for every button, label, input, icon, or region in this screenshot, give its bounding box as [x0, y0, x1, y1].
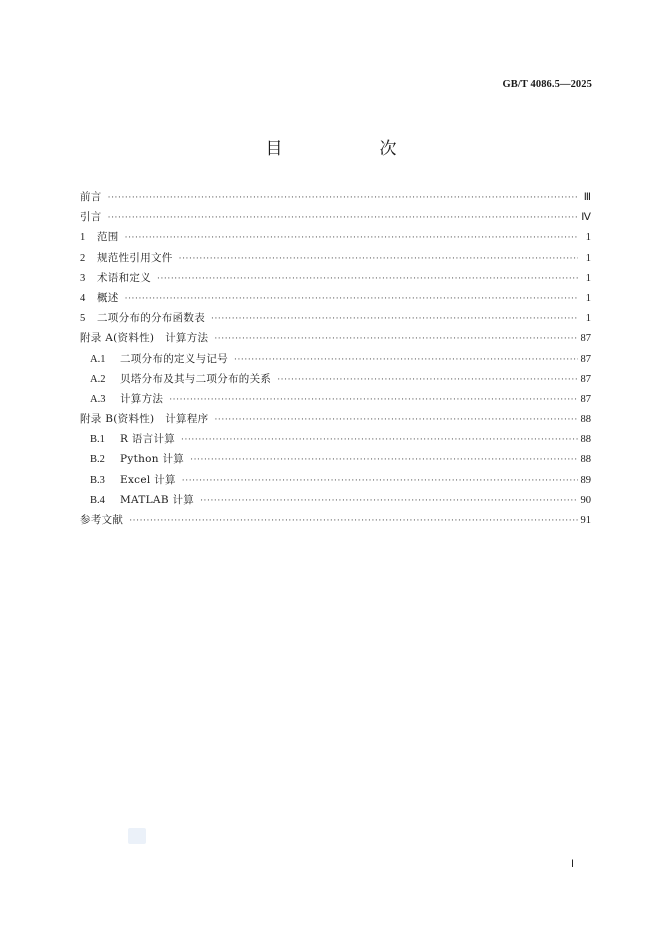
- toc-entry-label: 贝塔分布及其与二项分布的关系: [120, 372, 272, 385]
- leader-dots: [125, 231, 578, 243]
- leader-dots: [234, 353, 578, 365]
- toc-entry-number: A.3: [90, 393, 106, 405]
- toc-entry-label: 二项分布的分布函数表: [97, 312, 205, 325]
- toc-entry-label: 附录 A(资料性) 计算方法: [80, 332, 209, 345]
- toc-entry[interactable]: [80, 311, 591, 331]
- toc-entry-page: Ⅲ: [583, 192, 591, 203]
- toc-entry-page: 88: [580, 434, 591, 446]
- toc-entry-page: 1: [585, 313, 591, 325]
- toc-entry[interactable]: [80, 473, 591, 493]
- toc-entry-number: 4: [80, 292, 86, 304]
- toc-entry[interactable]: [80, 392, 591, 412]
- toc-entry[interactable]: [80, 271, 591, 291]
- toc-entry-label: 参考文献: [80, 514, 124, 526]
- toc-entry-page: 91: [580, 515, 591, 526]
- page-title: 目 次: [265, 139, 437, 159]
- leader-dots: [277, 373, 577, 385]
- leader-dots: [190, 453, 577, 465]
- toc-entry-label: 范围: [97, 231, 119, 244]
- toc-entry-page: 1: [585, 292, 591, 304]
- toc-entry[interactable]: [80, 493, 591, 513]
- toc-entry-label: MATLAB 计算: [120, 493, 195, 506]
- toc-entry-page: 87: [580, 353, 591, 365]
- toc-entry-label: 计算方法: [120, 392, 164, 405]
- leader-dots: [129, 514, 577, 526]
- toc-entry-number: B.3: [90, 474, 105, 486]
- toc-entry-page: 88: [580, 454, 591, 466]
- toc-entry-label: 二项分布的定义与记号: [120, 352, 228, 365]
- toc-entry-label: 规范性引用文件: [97, 251, 173, 264]
- toc-entry-label: 前言: [80, 191, 102, 203]
- toc-entry-page: 88: [580, 414, 591, 426]
- toc-entry-number: 3: [80, 272, 86, 284]
- leader-dots: [214, 332, 577, 344]
- leader-dots: [182, 474, 578, 486]
- toc-entry[interactable]: [80, 372, 591, 392]
- toc-entry-page: 90: [580, 494, 591, 506]
- toc-entry-label: R 语言计算: [120, 433, 176, 446]
- leader-dots: [157, 272, 578, 284]
- leader-dots: [200, 494, 577, 506]
- toc-entry[interactable]: [80, 352, 591, 372]
- toc-entry-page: Ⅳ: [581, 212, 591, 224]
- leader-dots: [179, 252, 578, 264]
- toc-entry-page: 87: [580, 373, 591, 385]
- toc-entry-number: B.2: [90, 454, 105, 466]
- table-of-contents: [80, 190, 591, 533]
- toc-entry[interactable]: [80, 210, 591, 230]
- toc-entry-number: B.1: [90, 434, 105, 446]
- toc-entry[interactable]: [80, 251, 591, 271]
- toc-entry[interactable]: [80, 412, 591, 432]
- toc-entry-number: B.4: [90, 494, 105, 506]
- toc-entry[interactable]: [80, 432, 591, 452]
- standard-code: GB/T 4086.5—2025: [502, 79, 592, 90]
- leader-dots: [169, 393, 577, 405]
- toc-entry[interactable]: [80, 331, 591, 351]
- toc-entry-page: 87: [580, 393, 591, 405]
- page-number: Ⅰ: [571, 859, 574, 870]
- toc-entry-label: 术语和定义: [97, 271, 151, 284]
- toc-entry-number: A.2: [90, 373, 106, 385]
- toc-entry-label: Excel 计算: [120, 473, 176, 486]
- toc-entry[interactable]: [80, 513, 591, 533]
- leader-dots: [108, 211, 578, 223]
- toc-entry[interactable]: [80, 190, 591, 210]
- toc-entry-page: 1: [585, 232, 591, 244]
- toc-entry-number: 1: [80, 232, 86, 244]
- leader-dots: [125, 292, 578, 304]
- toc-entry-page: 1: [585, 272, 591, 284]
- leader-dots: [214, 413, 577, 425]
- toc-entry-number: A.1: [90, 353, 106, 365]
- watermark-stamp: [128, 828, 146, 844]
- toc-entry-label: 引言: [80, 211, 102, 224]
- toc-entry[interactable]: [80, 230, 591, 250]
- toc-entry-label: Python 计算: [120, 453, 185, 466]
- toc-entry-page: 1: [585, 252, 591, 264]
- toc-entry-number: 2: [80, 252, 86, 264]
- toc-entry[interactable]: [80, 452, 591, 472]
- toc-entry-label: 附录 B(资料性) 计算程序: [80, 413, 209, 426]
- toc-entry-page: 87: [580, 333, 591, 345]
- leader-dots: [211, 312, 578, 324]
- toc-entry-number: 5: [80, 313, 86, 325]
- toc-entry-page: 89: [580, 474, 591, 486]
- toc-entry-label: 概述: [97, 291, 119, 304]
- leader-dots: [108, 191, 578, 203]
- toc-entry[interactable]: [80, 291, 591, 311]
- leader-dots: [181, 433, 577, 445]
